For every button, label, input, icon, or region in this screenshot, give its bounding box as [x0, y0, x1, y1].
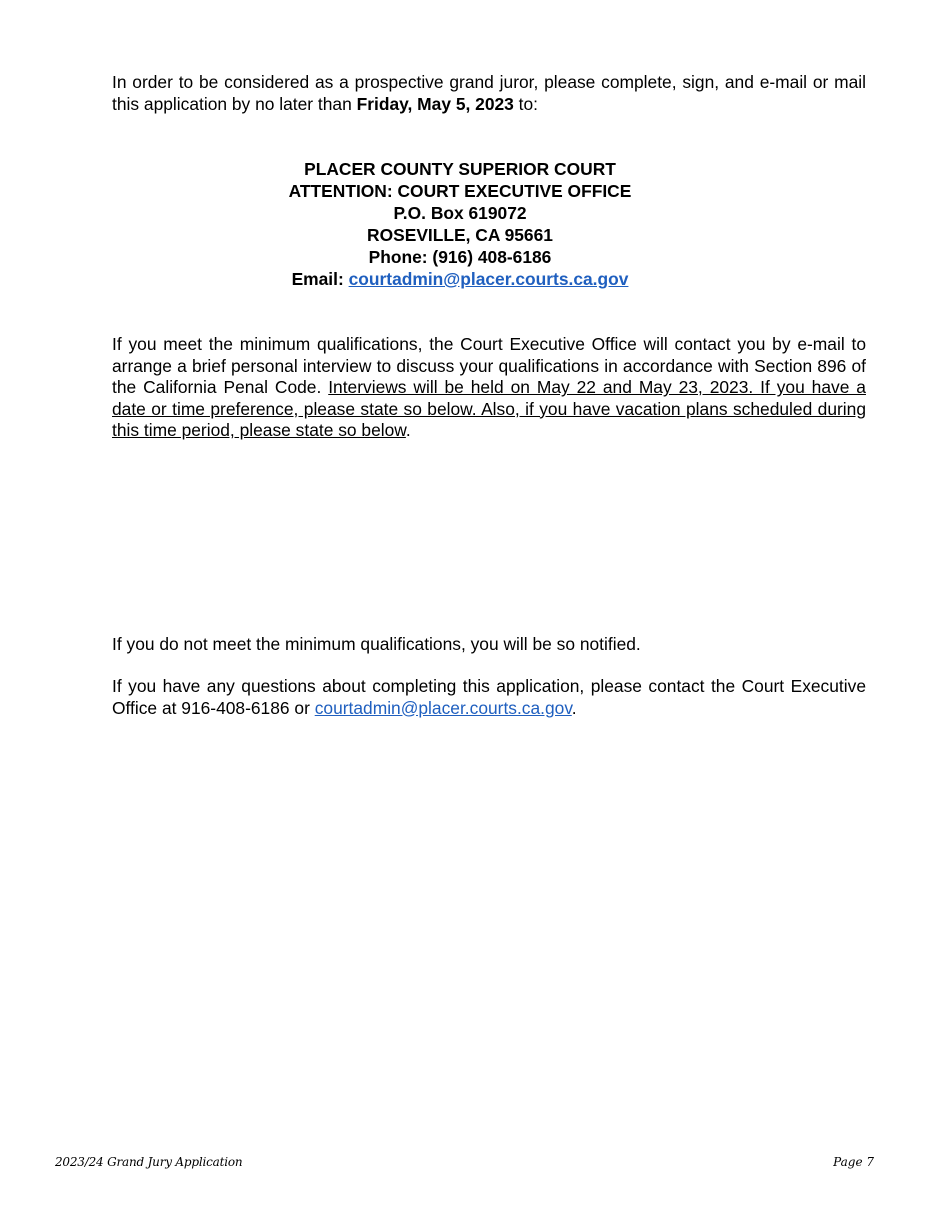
questions-text: If you have any questions about completing this application, please contact the Court Executive Office at 916-408-6186 or [112, 676, 866, 718]
questions-email-link[interactable]: courtadmin@placer.courts.ca.gov [314, 697, 572, 718]
city-state-zip: ROSEVILLE, CA 95661 [367, 225, 553, 245]
intro-text-end: to: [513, 93, 539, 114]
email-link[interactable]: courtadmin@placer.courts.ca.gov [348, 269, 629, 289]
intro-text: In order to be considered as a prospective grand juror, please complete, sign, and e-mail or mail this application by no later than [112, 72, 866, 114]
deadline-date: Friday, May 5, 2023 [356, 93, 514, 114]
qualifications-text: If you meet the minimum qualifications, the Court Executive Office will contact you by e-mail to arrange a brief personal interview to discuss your qualifications in accordance with Section 896 of the California Penal Code. [112, 334, 866, 398]
court-name: PLACER COUNTY SUPERIOR COURT [304, 159, 616, 179]
po-box: P.O. Box 619072 [393, 203, 527, 223]
attention-line: ATTENTION: COURT EXECUTIVE OFFICE [288, 181, 632, 201]
footer-title: 2023/24 Grand Jury Application [55, 1155, 243, 1169]
qualifications-paragraph [112, 334, 866, 442]
qualifications-end: . [405, 420, 411, 441]
email-line [200, 268, 720, 290]
email-label: Email: [291, 269, 349, 289]
court-address-block [200, 158, 720, 290]
questions-paragraph [112, 676, 866, 719]
interview-dates-note: Interviews will be held on May 22 and May 23, 2023. If you have a date or time preference, please state so below. Also, if you have vacation plans scheduled during this time period, please state so below [112, 377, 866, 441]
page-number: Page 7 [833, 1155, 874, 1169]
phone-line: Phone: (916) 408-6186 [368, 247, 552, 267]
questions-end: . [571, 697, 577, 718]
intro-paragraph [112, 72, 866, 115]
not-qualified-paragraph: If you do not meet the minimum qualifications, you will be so notified. [112, 634, 641, 654]
